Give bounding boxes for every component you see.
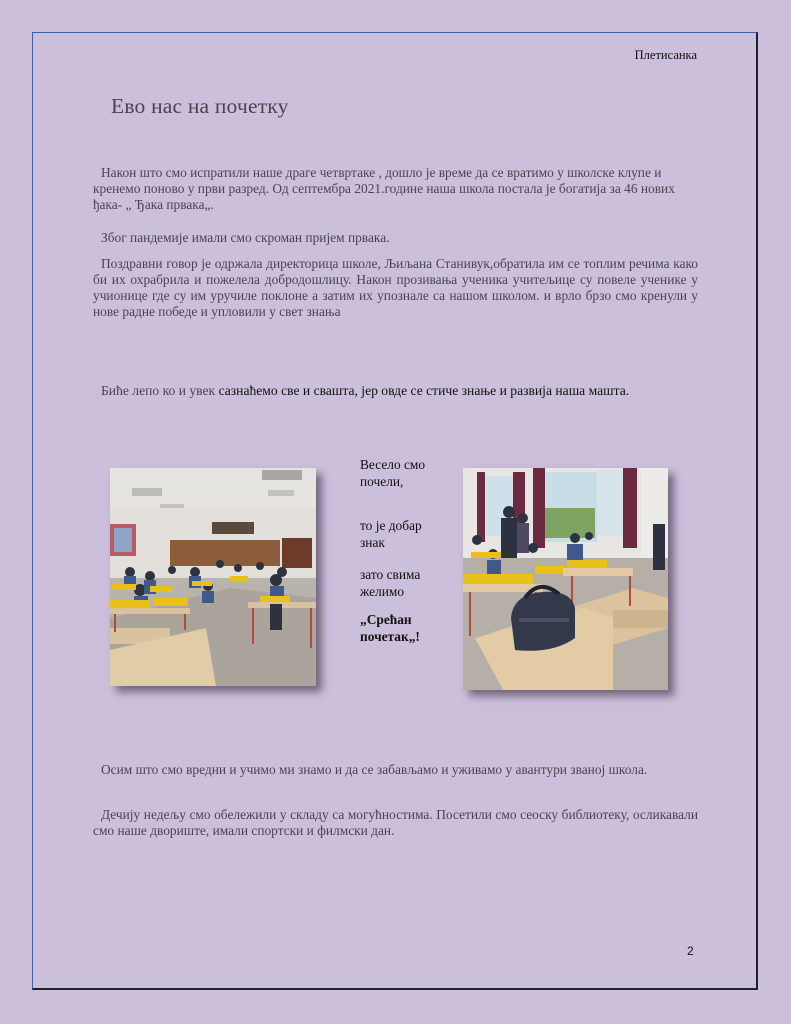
welcome-speech-paragraph: Поздравни говор је одржала директорица школе, Љиљана Станивук,обратила им се топлим речима како би их охрабрила и пожелела добродошлицу. Након прозивања ученика учитељице су повеле ученике у учионице где су им уручиле поклоне а затим их упознале са нашом школом. и врло брзо смо кренули у нове радне победе и упловили у свет знања	[93, 256, 698, 319]
intro-paragraph: Након што смо испратили наше драге четвртаке , дошло је време да се вратимо у школске клупе и кренемо поново у први разред. Од септембра 2021.године наша школа постала је богатија за 46 нових ђака- „ Ђака првака„.	[93, 165, 675, 212]
classroom-photo-right	[463, 468, 668, 690]
childrens-week-paragraph: Дечију недељу смо обележили у складу са могућностима. Посетили смо сеоску библиотеку, осликавали смо наше двориште, имали спортски и филмски дан.	[93, 807, 698, 838]
caption-line-1: Весело смо почели,	[360, 457, 426, 489]
classroom-photo-left	[110, 468, 316, 686]
page-number: 2	[687, 944, 694, 958]
newsletter-title: Плетисанка	[634, 48, 697, 62]
caption-line-3: зато свима желимо	[360, 567, 421, 599]
highlight-paragraph	[93, 382, 698, 399]
caption-line-4: „Срећан почетак„!	[360, 612, 420, 644]
caption-line-2: то је добар знак	[360, 518, 422, 550]
article-title: Ево нас на почетку	[111, 94, 289, 118]
highlight-rest: сазнаћемо све и свашта, јер овде се стиче знање и развија наша машта.	[218, 383, 630, 398]
fun-paragraph: Осим што смо вредни и учимо ми знамо и да се забављамо и уживамо у авантури званој школа.	[101, 762, 648, 777]
pandemic-paragraph: Због пандемије имали смо скроман пријем првака.	[101, 230, 390, 245]
highlight-lead: Биће лепо ко и увек	[101, 383, 219, 398]
